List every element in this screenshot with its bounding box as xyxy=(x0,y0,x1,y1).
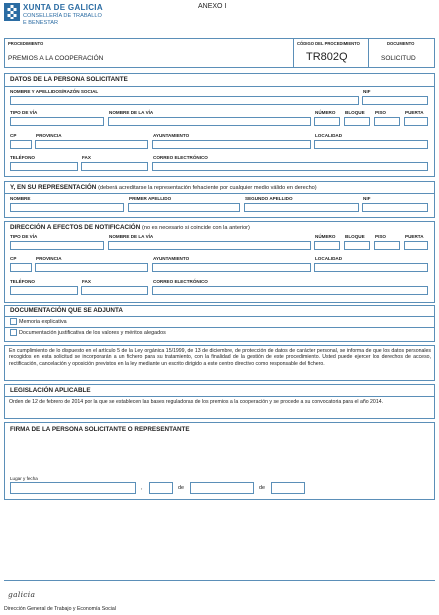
applicant-council-label: AYUNTAMIENTO xyxy=(153,133,190,138)
applicant-province-field[interactable] xyxy=(35,140,148,149)
legislation-title: LEGISLACIÓN APLICABLE xyxy=(10,387,91,394)
notif-phone-label: TELÉFONO xyxy=(10,279,36,284)
divider xyxy=(4,316,435,317)
notif-council-label: AYUNTAMIENTO xyxy=(153,256,190,261)
doc-label: DOCUMENTO xyxy=(387,41,415,46)
applicant-cp-label: CP xyxy=(10,133,17,138)
place-date-label: Lugar y fecha xyxy=(10,476,38,481)
applicant-locality-label: LOCALIDAD xyxy=(315,133,343,138)
date-separator: de xyxy=(259,485,265,491)
year-field[interactable] xyxy=(271,482,305,494)
divider xyxy=(4,193,435,194)
org-name: XUNTA DE GALICIA xyxy=(23,3,103,12)
applicant-phone-label: TELÉFONO xyxy=(10,155,36,160)
galicia-logo xyxy=(8,584,35,602)
applicant-block-label: BLOQUE xyxy=(345,110,365,115)
notif-phone-field[interactable] xyxy=(10,286,78,295)
divider xyxy=(4,396,435,397)
notif-block-field[interactable] xyxy=(344,241,370,250)
code-value: TR802Q xyxy=(306,51,348,63)
applicant-via-name-field[interactable] xyxy=(108,117,311,126)
day-field[interactable] xyxy=(149,482,173,494)
month-field[interactable] xyxy=(190,482,254,494)
applicant-door-field[interactable] xyxy=(404,117,428,126)
doc-item-checkbox[interactable] xyxy=(10,318,17,325)
date-separator: , xyxy=(141,485,143,491)
notif-via-name-field[interactable] xyxy=(108,241,311,250)
applicant-nif-label: NIF xyxy=(363,89,371,94)
applicant-phone-field[interactable] xyxy=(10,162,78,171)
applicant-floor-label: PISO xyxy=(375,110,386,115)
notif-cp-label: CP xyxy=(10,256,17,261)
annex-label: ANEXO I xyxy=(198,3,227,10)
applicant-name-field[interactable] xyxy=(10,96,359,105)
code-label: CÓDIGO DEL PROCEDIMIENTO xyxy=(297,41,360,46)
rep-name-field[interactable] xyxy=(10,203,124,212)
procedure-label: PROCEDIMIENTO xyxy=(8,41,44,46)
applicant-title: DATOS DE LA PERSONA SOLICITANTE xyxy=(10,76,128,83)
notif-number-label: NÚMERO xyxy=(315,234,336,239)
notif-via-type-field[interactable] xyxy=(10,241,104,250)
applicant-locality-field[interactable] xyxy=(314,140,428,149)
applicant-door-label: PUERTA xyxy=(405,110,424,115)
applicant-province-label: PROVINCIA xyxy=(36,133,62,138)
notif-email-field[interactable] xyxy=(152,286,428,295)
doc-item-label: Documentación justificativa de los valores y méritos alegados xyxy=(19,330,166,336)
notif-locality-field[interactable] xyxy=(314,263,428,272)
applicant-council-field[interactable] xyxy=(152,140,311,149)
legislation-text: Orden de 12 de febrero de 2014 por la que se establecen las bases reguladoras de los premios a la cooperación y se procede a su convocatoria para el año 2014. xyxy=(9,399,384,405)
applicant-email-field[interactable] xyxy=(152,162,428,171)
notif-province-field[interactable] xyxy=(35,263,148,272)
rep-name-label: NOMBRE xyxy=(10,196,31,201)
rep-nif-field[interactable] xyxy=(362,203,428,212)
applicant-number-field[interactable] xyxy=(314,117,340,126)
rep-surname2-field[interactable] xyxy=(244,203,359,212)
divider xyxy=(293,38,294,68)
representative-title xyxy=(10,184,317,191)
notif-email-label: CORREO ELECTRÓNICO xyxy=(153,279,208,284)
notif-locality-label: LOCALIDAD xyxy=(315,256,343,261)
applicant-floor-field[interactable] xyxy=(374,117,400,126)
applicant-block-field[interactable] xyxy=(344,117,370,126)
privacy-text: En cumplimiento de lo dispuesto en el artículo 5 de la Ley orgánica 15/1999, de 13 de diciembre, de protección de datos de carácter personal, se informa de que los datos personales recogidos en esta solicitud se incorporarán a un fichero para su tratamiento, con la finalidad de la gestión de este procedimiento. Usted puede ejercer los derechos de acceso, rectificación, cancelación y oposición previstos en la ley mediante un escrito dirigido a este centro directivo como responsable del fichero. xyxy=(9,348,431,367)
directorate: Dirección General de Trabajo y Economía Social xyxy=(4,606,116,612)
applicant-number-label: NÚMERO xyxy=(315,110,336,115)
applicant-email-label: CORREO ELECTRÓNICO xyxy=(153,155,208,160)
divider xyxy=(4,86,435,87)
applicant-name-label: NOMBRE Y APELLIDOS/RAZÓN SOCIAL xyxy=(10,89,99,94)
doc-item-checkbox[interactable] xyxy=(10,329,17,336)
applicant-fax-label: FAX xyxy=(82,155,91,160)
dept-line-1: CONSELLERÍA DE TRABALLO xyxy=(23,13,102,19)
doc-value: SOLICITUD xyxy=(381,55,416,62)
notif-floor-label: PISO xyxy=(375,234,386,239)
documentation-title: DOCUMENTACIÓN QUE SE ADJUNTA xyxy=(10,307,123,314)
date-separator: de xyxy=(178,485,184,491)
dept-line-2: E BENESTAR xyxy=(23,20,59,26)
rep-surname1-label: PRIMER APELLIDO xyxy=(129,196,172,201)
notif-fax-field[interactable] xyxy=(81,286,148,295)
applicant-fax-field[interactable] xyxy=(81,162,148,171)
notif-council-field[interactable] xyxy=(152,263,311,272)
notif-fax-label: FAX xyxy=(82,279,91,284)
rep-surname1-field[interactable] xyxy=(128,203,240,212)
notif-floor-field[interactable] xyxy=(374,241,400,250)
notif-via-name-label: NOMBRE DE LA VÍA xyxy=(109,234,154,239)
notif-province-label: PROVINCIA xyxy=(36,256,62,261)
xunta-logo xyxy=(4,3,20,21)
notif-number-field[interactable] xyxy=(314,241,340,250)
notif-via-type-label: TIPO DE VÍA xyxy=(10,234,38,239)
place-field[interactable] xyxy=(10,482,136,494)
signature-title: FIRMA DE LA PERSONA SOLICITANTE O REPRESENTANTE xyxy=(10,426,190,433)
divider xyxy=(4,327,435,328)
applicant-via-type-field[interactable] xyxy=(10,117,104,126)
notification-title xyxy=(10,224,250,231)
notif-door-label: PUERTA xyxy=(405,234,424,239)
galicia-logo-text: galicia xyxy=(8,590,36,599)
footer-rule xyxy=(4,580,435,581)
procedure-box xyxy=(4,38,435,68)
procedure-value: PREMIOS A LA COOPERACIÓN xyxy=(8,55,104,62)
rep-nif-label: NIF xyxy=(363,196,371,201)
applicant-cp-field[interactable] xyxy=(10,140,32,149)
divider xyxy=(368,38,369,68)
notification-note: (no es necesario si coincide con la anterior) xyxy=(142,225,250,231)
notification-title-text: DIRECCIÓN A EFECTOS DE NOTIFICACIÓN xyxy=(10,224,141,231)
doc-item-label: Memoria explicativa xyxy=(19,319,67,325)
representative-note: (deberá acreditarse la representación fehaciente por cualquier medio válido en derecho) xyxy=(98,185,317,191)
notif-block-label: BLOQUE xyxy=(345,234,365,239)
applicant-nif-field[interactable] xyxy=(362,96,428,105)
notif-cp-field[interactable] xyxy=(10,263,32,272)
notif-door-field[interactable] xyxy=(404,241,428,250)
rep-surname2-label: SEGUNDO APELLIDO xyxy=(245,196,293,201)
applicant-via-type-label: TIPO DE VÍA xyxy=(10,110,38,115)
representative-title-text: Y, EN SU REPRESENTACIÓN xyxy=(10,184,97,191)
applicant-via-name-label: NOMBRE DE LA VÍA xyxy=(109,110,154,115)
